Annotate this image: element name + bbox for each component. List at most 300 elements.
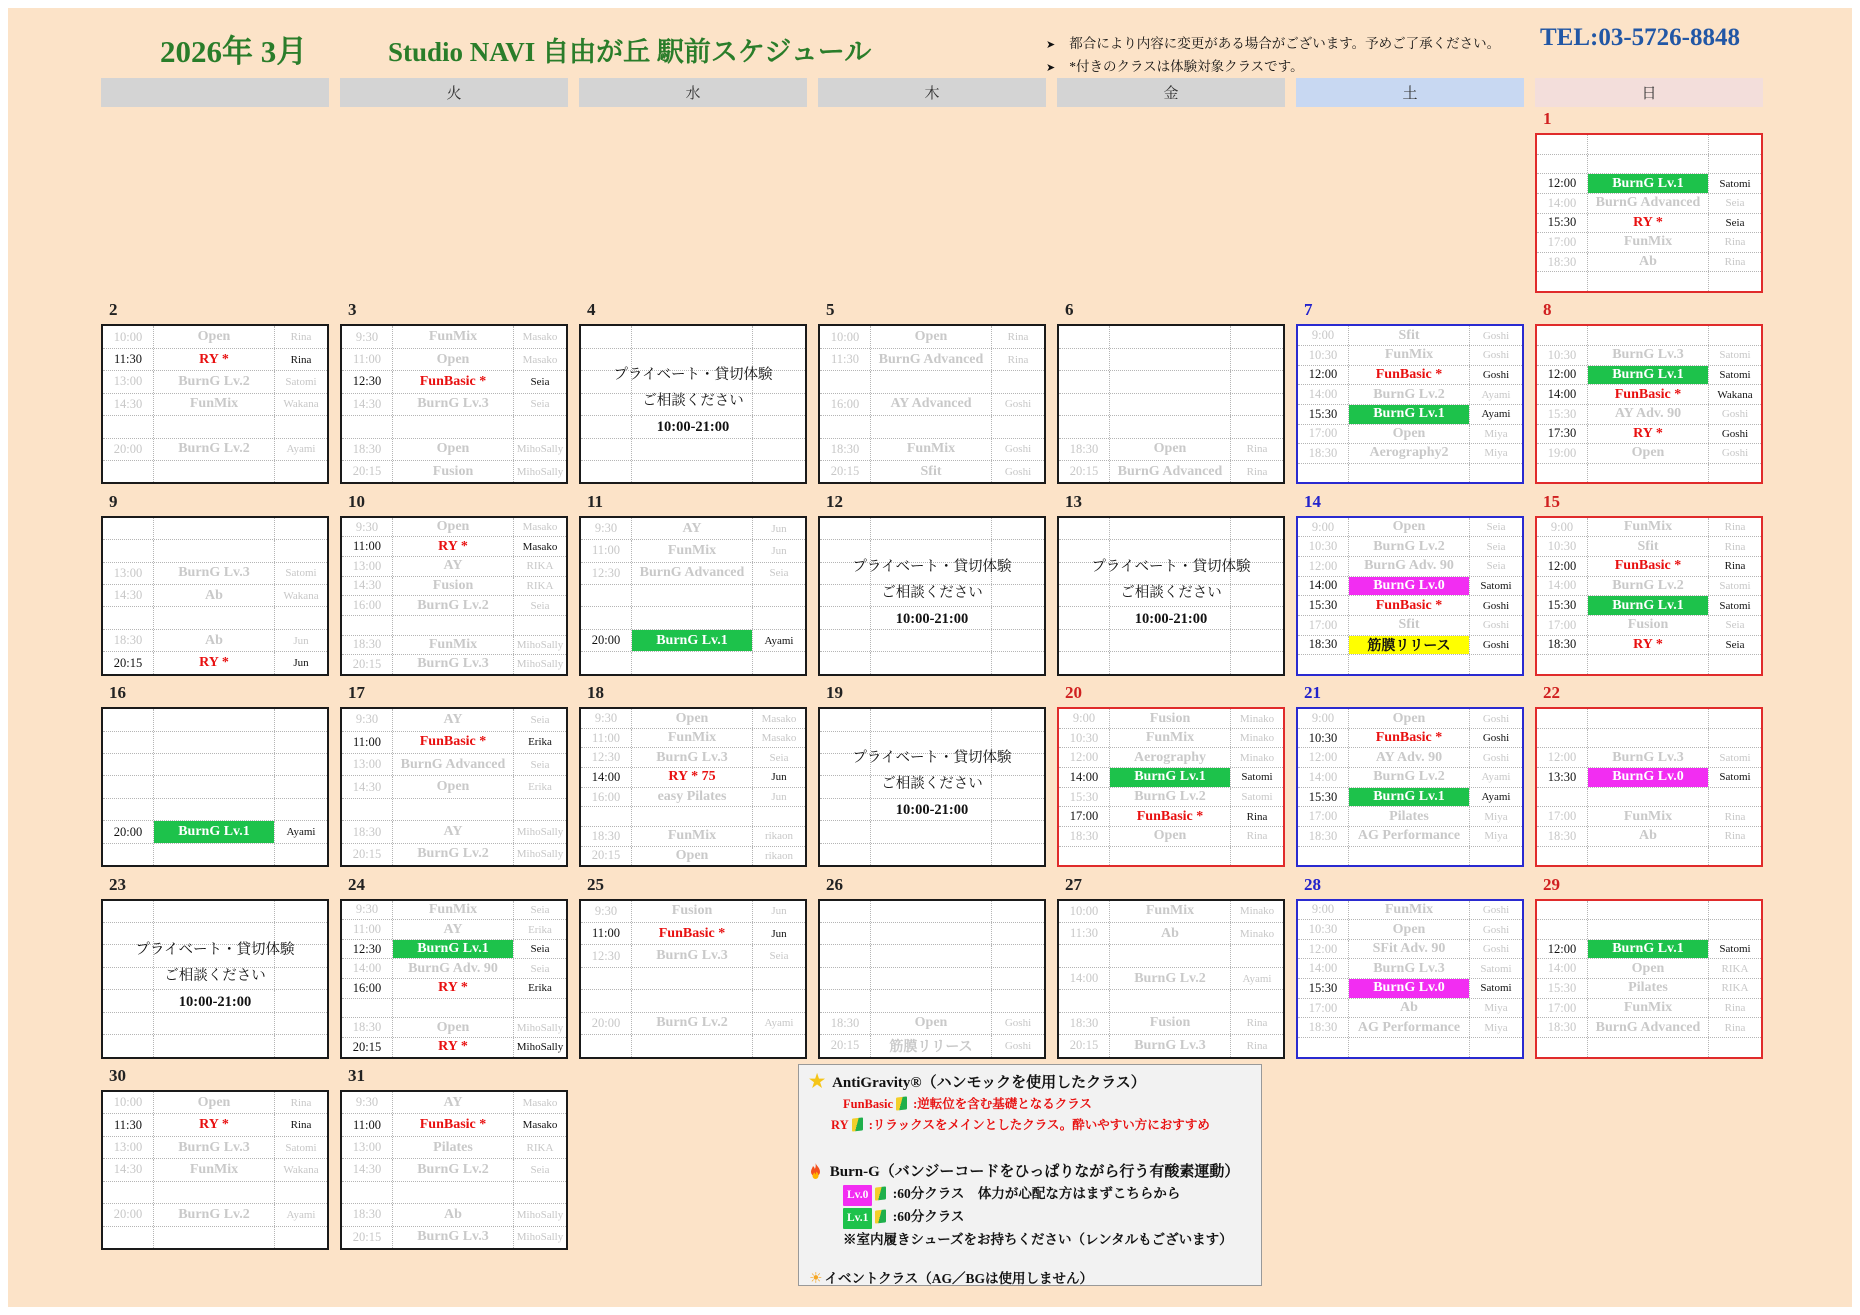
class-slot[interactable] — [581, 629, 805, 651]
class-slot[interactable] — [342, 536, 566, 556]
class-slot[interactable] — [1537, 384, 1761, 404]
class-slot[interactable] — [1059, 806, 1283, 826]
class-slot[interactable] — [1537, 958, 1761, 978]
class-name: FunMix — [1145, 903, 1195, 919]
class-time — [1537, 326, 1588, 345]
class-time: 10:30 — [1059, 729, 1110, 748]
class-name: Ab — [1639, 254, 1657, 270]
class-slot[interactable] — [1537, 615, 1761, 635]
class-time: 12:30 — [342, 940, 393, 959]
day-number-29: 29 — [1543, 874, 1560, 894]
class-slot[interactable] — [342, 1037, 566, 1057]
instructor-name: Rina — [274, 326, 327, 347]
class-slot[interactable] — [581, 922, 805, 944]
class-name: BurnG Lv.1 — [1588, 940, 1708, 959]
class-name: FunMix — [1145, 730, 1195, 746]
class-time — [820, 968, 871, 989]
class-slot[interactable] — [581, 709, 805, 728]
class-slot[interactable] — [1298, 345, 1522, 365]
private-rental-note: プライベート・貸切体験 ご相談ください 10:00-21:00 — [135, 941, 295, 1010]
weekday-header-金: 金 — [1057, 78, 1285, 107]
instructor-name: Masako — [752, 709, 805, 728]
class-name — [1588, 788, 1708, 807]
empty-slot — [820, 901, 1044, 922]
class-slot[interactable] — [103, 1113, 327, 1135]
class-slot[interactable] — [581, 846, 805, 866]
class-time: 12:00 — [1537, 748, 1588, 767]
class-name: BurnG Lv.1 — [1588, 174, 1708, 193]
class-slot[interactable] — [1298, 443, 1522, 463]
class-slot[interactable] — [1537, 518, 1761, 537]
class-slot[interactable] — [103, 629, 327, 651]
class-slot[interactable] — [103, 584, 327, 606]
class-slot[interactable] — [342, 1136, 566, 1158]
class-time: 18:30 — [820, 1013, 871, 1034]
instructor-name — [1708, 272, 1761, 291]
class-slot[interactable] — [342, 1226, 566, 1248]
class-name: AY Adv. 90 — [1375, 749, 1443, 765]
class-slot[interactable] — [103, 438, 327, 460]
class-slot[interactable] — [1059, 1012, 1283, 1034]
class-slot[interactable] — [820, 438, 1044, 460]
class-time: 12:00 — [1537, 366, 1588, 385]
instructor-name: Rina — [1708, 253, 1761, 272]
class-time — [103, 607, 154, 628]
class-slot[interactable] — [820, 326, 1044, 347]
instructor-name — [274, 732, 327, 753]
class-slot[interactable] — [1537, 939, 1761, 959]
class-time — [103, 416, 154, 437]
class-name: BurnG Lv.3 — [417, 1229, 489, 1245]
class-time: 20:15 — [342, 655, 393, 674]
class-slot[interactable] — [1537, 556, 1761, 576]
class-name: Ab — [1161, 925, 1179, 941]
day-cell-3 — [340, 324, 568, 484]
class-slot[interactable] — [1059, 460, 1283, 482]
class-slot[interactable] — [342, 654, 566, 674]
class-slot[interactable] — [1059, 747, 1283, 767]
class-slot[interactable] — [342, 635, 566, 655]
class-slot[interactable] — [1298, 595, 1522, 615]
class-slot[interactable] — [1537, 635, 1761, 655]
class-slot[interactable] — [342, 901, 566, 920]
instructor-name — [1708, 901, 1761, 920]
instructor-name: Satomi — [274, 371, 327, 392]
class-slot[interactable] — [1537, 767, 1761, 787]
class-name: FunMix — [428, 901, 478, 917]
instructor-name — [752, 807, 805, 826]
instructor-name — [513, 616, 566, 635]
empty-slot — [820, 415, 1044, 437]
class-slot[interactable] — [1537, 232, 1761, 252]
class-slot[interactable] — [1059, 826, 1283, 846]
class-slot[interactable] — [1298, 709, 1522, 728]
instructor-name: RIKA — [513, 1137, 566, 1158]
class-time: 20:00 — [103, 1204, 154, 1225]
day-number-20: 20 — [1065, 683, 1082, 703]
class-time: 15:30 — [1298, 788, 1349, 807]
class-time: 14:00 — [1298, 768, 1349, 787]
class-slot[interactable] — [342, 753, 566, 775]
empty-slot — [1298, 463, 1522, 483]
class-slot[interactable] — [581, 562, 805, 584]
class-time: 15:30 — [1537, 979, 1588, 998]
class-slot[interactable] — [1059, 767, 1283, 787]
class-slot[interactable] — [1298, 826, 1522, 846]
class-slot[interactable] — [1298, 576, 1522, 596]
class-name: Open — [436, 441, 470, 457]
class-slot[interactable] — [581, 787, 805, 807]
class-slot[interactable] — [1059, 728, 1283, 748]
class-time: 17:00 — [1298, 807, 1349, 826]
class-name: FunBasic * — [1375, 597, 1443, 613]
weekday-header-mon — [101, 78, 329, 107]
legend-ag-title: ★ AntiGravity®（ハンモックを使用したクラス） — [809, 1071, 1146, 1091]
class-slot[interactable] — [581, 944, 805, 966]
instructor-name: Rina — [1230, 461, 1283, 482]
class-slot[interactable] — [1537, 536, 1761, 556]
instructor-name — [991, 945, 1044, 966]
instructor-name: Rina — [1708, 518, 1761, 537]
instructor-name — [752, 461, 805, 482]
class-time — [342, 799, 393, 820]
class-slot[interactable] — [342, 518, 566, 537]
class-name: Fusion — [1149, 710, 1191, 726]
class-name: FunMix — [667, 730, 717, 746]
class-slot[interactable] — [342, 1092, 566, 1113]
instructor-name: Jun — [752, 518, 805, 539]
class-slot[interactable] — [1298, 365, 1522, 385]
class-name: BurnG Lv.2 — [1373, 769, 1445, 785]
class-time: 12:00 — [1537, 557, 1588, 576]
class-time: 17:00 — [1059, 807, 1110, 826]
class-slot[interactable] — [342, 556, 566, 576]
class-slot[interactable] — [1537, 978, 1761, 998]
instructor-name: Ayami — [752, 1013, 805, 1034]
class-name — [632, 326, 752, 347]
class-slot[interactable] — [1059, 922, 1283, 944]
class-slot[interactable] — [103, 1136, 327, 1158]
class-slot[interactable] — [103, 393, 327, 415]
class-time: 20:15 — [342, 461, 393, 482]
class-slot[interactable] — [1537, 365, 1761, 385]
class-slot[interactable] — [820, 1012, 1044, 1034]
class-name: BurnG Lv.3 — [417, 656, 489, 672]
class-time: 9:30 — [342, 326, 393, 347]
class-slot[interactable] — [1537, 404, 1761, 424]
empty-slot — [103, 731, 327, 753]
instructor-name: Ayami — [1230, 968, 1283, 989]
class-time: 12:30 — [581, 945, 632, 966]
class-slot[interactable] — [1537, 424, 1761, 444]
class-slot[interactable] — [1298, 424, 1522, 444]
class-name: Open — [436, 779, 470, 795]
class-slot[interactable] — [342, 576, 566, 596]
empty-slot — [1537, 135, 1761, 154]
class-slot[interactable] — [1298, 806, 1522, 826]
class-time: 10:00 — [820, 326, 871, 347]
class-slot[interactable] — [1298, 787, 1522, 807]
class-name: FunBasic * — [1136, 808, 1204, 824]
class-slot[interactable] — [342, 843, 566, 865]
instructor-name — [991, 709, 1044, 730]
instructor-name: Goshi — [991, 394, 1044, 415]
class-slot[interactable] — [1298, 728, 1522, 748]
class-slot[interactable] — [342, 919, 566, 939]
empty-slot — [103, 460, 327, 482]
class-slot[interactable] — [342, 775, 566, 797]
class-slot[interactable] — [342, 438, 566, 460]
instructor-name: Satomi — [1708, 768, 1761, 787]
instructor-name: MihoSally — [513, 844, 566, 865]
instructor-name — [1708, 788, 1761, 807]
class-slot[interactable] — [1537, 576, 1761, 596]
class-time — [103, 799, 154, 820]
class-slot[interactable] — [1298, 326, 1522, 345]
class-slot[interactable] — [1537, 998, 1761, 1018]
class-slot[interactable] — [1059, 967, 1283, 989]
class-time: 14:00 — [1298, 385, 1349, 404]
instructor-name — [752, 652, 805, 673]
day-cell-14 — [1296, 516, 1524, 676]
class-slot[interactable] — [342, 1113, 566, 1135]
class-slot[interactable] — [1059, 709, 1283, 728]
class-name: AG Performance — [1357, 1019, 1461, 1035]
class-slot[interactable] — [1537, 252, 1761, 272]
class-slot[interactable] — [342, 595, 566, 615]
empty-slot — [581, 989, 805, 1011]
class-slot[interactable] — [103, 1203, 327, 1225]
class-slot[interactable] — [581, 767, 805, 787]
class-slot[interactable] — [342, 1203, 566, 1225]
instructor-name: Rina — [1230, 807, 1283, 826]
class-time: 11:30 — [1059, 923, 1110, 944]
class-name — [1588, 272, 1708, 291]
class-slot[interactable] — [1298, 556, 1522, 576]
class-name — [393, 616, 513, 635]
class-time: 10:00 — [103, 1092, 154, 1113]
class-slot[interactable] — [342, 978, 566, 998]
class-slot[interactable] — [1298, 1017, 1522, 1037]
class-slot[interactable] — [581, 728, 805, 748]
class-slot[interactable] — [1059, 901, 1283, 922]
class-slot[interactable] — [1298, 901, 1522, 920]
instructor-name: Rina — [1230, 1035, 1283, 1056]
instructor-name: Satomi — [1469, 979, 1522, 998]
instructor-name — [274, 1035, 327, 1056]
instructor-name — [1708, 326, 1761, 345]
day-cell-5 — [818, 324, 1046, 484]
empty-slot — [342, 798, 566, 820]
class-name: Open — [1631, 445, 1665, 461]
class-slot[interactable] — [581, 747, 805, 767]
class-slot[interactable] — [581, 518, 805, 539]
class-time — [1298, 847, 1349, 866]
class-slot[interactable] — [1537, 806, 1761, 826]
instructor-name: Seia — [1469, 557, 1522, 576]
instructor-name — [1230, 349, 1283, 370]
class-name — [871, 518, 991, 539]
class-slot[interactable] — [1537, 443, 1761, 463]
class-slot[interactable] — [342, 348, 566, 370]
class-slot[interactable] — [1298, 536, 1522, 556]
class-name: RY * — [438, 980, 468, 996]
class-slot[interactable] — [1298, 384, 1522, 404]
level-badge-lv1: Lv.1 — [843, 1208, 872, 1229]
class-time: 10:30 — [1298, 920, 1349, 939]
instructor-name — [1708, 729, 1761, 748]
class-slot[interactable] — [342, 1017, 566, 1037]
class-time — [103, 1227, 154, 1248]
class-name — [871, 416, 991, 437]
empty-slot — [103, 709, 327, 730]
instructor-name: Rina — [274, 1114, 327, 1135]
class-time — [103, 754, 154, 775]
class-slot[interactable] — [1298, 518, 1522, 537]
class-name: BurnG Advanced — [1117, 463, 1223, 479]
class-name: Fusion — [432, 463, 474, 479]
class-slot[interactable] — [1059, 438, 1283, 460]
class-slot[interactable] — [342, 939, 566, 959]
class-time — [1059, 847, 1110, 866]
class-slot[interactable] — [342, 460, 566, 482]
class-name — [1588, 464, 1708, 483]
class-slot[interactable] — [342, 393, 566, 415]
class-time — [1537, 272, 1588, 291]
class-name — [1588, 655, 1708, 674]
class-slot[interactable] — [103, 562, 327, 584]
class-slot[interactable] — [103, 820, 327, 842]
instructor-name: Goshi — [991, 1035, 1044, 1056]
class-slot[interactable] — [103, 326, 327, 347]
class-slot[interactable] — [1537, 747, 1761, 767]
class-slot[interactable] — [581, 901, 805, 922]
empty-slot — [1059, 415, 1283, 437]
instructor-name: Satomi — [1708, 577, 1761, 596]
instructor-name — [1708, 920, 1761, 939]
class-slot[interactable] — [1537, 213, 1761, 233]
class-slot[interactable] — [1298, 615, 1522, 635]
class-name: Open — [675, 710, 709, 726]
class-slot[interactable] — [1298, 998, 1522, 1018]
class-name: BurnG Lv.1 — [632, 630, 752, 651]
star-icon: ★ — [809, 1071, 826, 1091]
class-time: 12:30 — [581, 748, 632, 767]
day-number-17: 17 — [348, 683, 365, 703]
class-slot[interactable] — [1537, 826, 1761, 846]
empty-slot — [820, 967, 1044, 989]
instructor-name: Goshi — [1469, 901, 1522, 920]
class-slot[interactable] — [1298, 939, 1522, 959]
instructor-name: Rina — [1708, 999, 1761, 1018]
class-time: 9:00 — [1298, 326, 1349, 345]
instructor-name: Goshi — [991, 1013, 1044, 1034]
class-slot[interactable] — [820, 348, 1044, 370]
class-slot[interactable] — [342, 1158, 566, 1180]
class-slot[interactable] — [1298, 978, 1522, 998]
class-time: 11:30 — [103, 1114, 154, 1135]
class-slot[interactable] — [1298, 767, 1522, 787]
class-slot[interactable] — [103, 1158, 327, 1180]
class-name: RY * — [438, 538, 468, 554]
empty-slot — [820, 922, 1044, 944]
instructor-name: Satomi — [1708, 940, 1761, 959]
class-name — [632, 968, 752, 989]
class-time — [1298, 655, 1349, 674]
instructor-name — [752, 607, 805, 628]
class-slot[interactable] — [820, 1034, 1044, 1056]
class-name: Open — [197, 1094, 231, 1110]
class-slot[interactable] — [1298, 404, 1522, 424]
class-slot[interactable] — [342, 326, 566, 347]
class-slot[interactable] — [581, 826, 805, 846]
class-name: Aerography2 — [1369, 445, 1449, 461]
class-slot[interactable] — [581, 1012, 805, 1034]
class-slot[interactable] — [103, 348, 327, 370]
empty-slot — [103, 1226, 327, 1248]
class-slot[interactable] — [1298, 919, 1522, 939]
instructor-name: Jun — [752, 923, 805, 944]
class-slot[interactable] — [820, 460, 1044, 482]
class-slot[interactable] — [1059, 787, 1283, 807]
instructor-name: Seia — [513, 709, 566, 730]
class-slot[interactable] — [1537, 1017, 1761, 1037]
class-slot[interactable] — [342, 370, 566, 392]
class-time: 15:30 — [1298, 979, 1349, 998]
class-slot[interactable] — [820, 393, 1044, 415]
class-slot[interactable] — [1059, 1034, 1283, 1056]
instructor-name: Minako — [1230, 923, 1283, 944]
class-time — [103, 1182, 154, 1203]
class-time: 13:00 — [103, 371, 154, 392]
class-slot[interactable] — [103, 370, 327, 392]
empty-slot — [581, 460, 805, 482]
class-slot[interactable] — [1537, 193, 1761, 213]
instructor-name: Ayami — [1469, 768, 1522, 787]
class-slot[interactable] — [103, 651, 327, 673]
legend-shoes-note: ※室内履きシューズをお持ちください（レンタルもございます） — [843, 1232, 1233, 1247]
day-number-30: 30 — [109, 1066, 126, 1085]
class-name: 筋膜リリース — [1349, 636, 1469, 655]
empty-slot — [1059, 393, 1283, 415]
class-slot[interactable] — [342, 731, 566, 753]
class-slot[interactable] — [342, 709, 566, 730]
class-time: 20:00 — [103, 439, 154, 460]
instructor-name: MihoSally — [513, 636, 566, 655]
class-slot[interactable] — [1298, 747, 1522, 767]
class-name: Sfit — [920, 463, 942, 479]
class-name — [154, 754, 274, 775]
instructor-name: Erika — [513, 920, 566, 939]
class-slot[interactable] — [1537, 345, 1761, 365]
class-slot[interactable] — [103, 1092, 327, 1113]
class-slot[interactable] — [1537, 595, 1761, 615]
class-time — [581, 968, 632, 989]
class-name: BurnG Lv.1 — [1588, 366, 1708, 385]
class-slot[interactable] — [1537, 173, 1761, 193]
class-time — [342, 999, 393, 1018]
class-slot[interactable] — [581, 539, 805, 561]
sun-icon: ☀ — [809, 1271, 823, 1287]
day-cell-11 — [579, 516, 807, 676]
class-time — [342, 1182, 393, 1203]
class-slot[interactable] — [1298, 635, 1522, 655]
class-slot[interactable] — [342, 958, 566, 978]
empty-slot — [103, 901, 327, 922]
class-name: FunBasic * — [419, 1117, 487, 1133]
class-slot[interactable] — [342, 820, 566, 842]
class-slot[interactable] — [1298, 958, 1522, 978]
